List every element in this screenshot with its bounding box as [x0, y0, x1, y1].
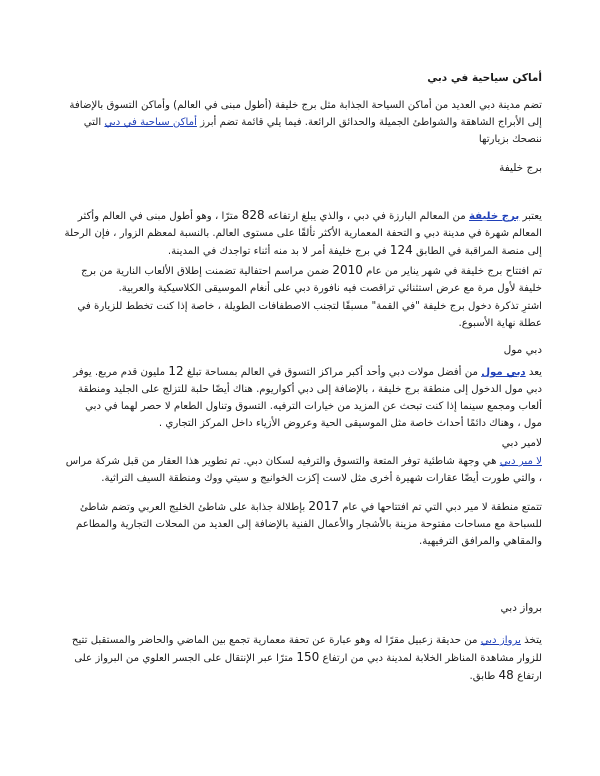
bk-p1-text-3: مترًا ، وهو أطول مبنى في العالم وأكثر المعالم شهرة في مدينة دبي و التحفة المعمارية الأكثر تألقًا على مستوى العالم. بالنسبة لمعظم الزوار ، فإن الرحلة إلى منصة المراقبة في الطابق	[64, 211, 542, 257]
dubai-mall-paragraph	[64, 363, 542, 432]
la-mer-heading: لامير دبي	[501, 437, 542, 449]
intro-text-before: تضم مدينة دبي العديد من أماكن السياحة الجذابة مثل برج خليفة (أطول مبنى في العالم) وأماكن التسوق بالإضافة إلى الأبراج الشاهقة والشواطئ الجميلة والحدائق الرائعة. فيما يلي قائمة تضم أبرز	[69, 100, 542, 128]
page-title: أماكن سياحية في دبي	[427, 72, 542, 84]
dubai-frame-link[interactable]: برواز دبي	[480, 635, 521, 646]
dubai-frame-heading: برواز دبي	[500, 602, 542, 614]
bk-p1-text-4: في برج خليفة أمر لا بد منه أثناء تواجدك في المدينة.	[167, 246, 390, 257]
dm-text-1: يعد	[525, 367, 542, 378]
burj-khalifa-paragraph-3: اشترِ تذكرة دخول برج خليفة "في القمة" مسبقًا لتجنب الاصطفافات الطويلة ، خاصة إذا كنت تخطط للزيارة في عطلة نهاية الأسبوع.	[77, 301, 542, 329]
bk-p1-text-2: من المعالم البارزة في دبي ، والذي يبلغ ارتفاعه	[264, 211, 469, 222]
lm-p2-text-1: تتمتع منطقة لا مير دبي التي تم افتتاحها في عام	[338, 502, 542, 513]
dubai-frame-paragraph	[64, 632, 542, 685]
df-text-4: طابق.	[469, 671, 499, 682]
bk-height-value: 828	[241, 208, 265, 222]
lm-year-value: 2017	[308, 499, 339, 513]
la-mer-link[interactable]: لا مير دبي	[499, 456, 542, 467]
intro-paragraph	[64, 97, 542, 148]
df-text-3: مترًا عبر الإنتقال على الجسر العلوي من البرواز على ارتفاع	[74, 653, 542, 682]
burj-khalifa-link[interactable]: برج خليفة	[469, 211, 520, 222]
la-mer-paragraph-2	[64, 498, 542, 550]
burj-khalifa-heading: برج خليفة	[499, 162, 542, 174]
burj-khalifa-paragraph-2	[64, 262, 542, 297]
dm-text-2: من أفضل مولات دبي وأحد أكبر مراكز التسوق في العالم بمساحة تبلغ	[183, 367, 482, 378]
bk-p2-text-1: تم افتتاح برج خليفة في شهر يناير من عام	[362, 266, 542, 277]
bk-year-value: 2010	[332, 263, 363, 277]
lm-p1-text: هي وجهة شاطئية توفر المتعة والتسوق والترفيه لسكان دبي. تم تطوير هذا العقار من قبل شركة مراس ، والتي طورت أيضًا عقارات شهيرة أخرى مثل لاست إكزت الخوانيج و سيتي ووك ومنطقة السيف التراثية.	[65, 456, 542, 484]
df-text-2: من حديقة زعبيل مقرًا له وهو عبارة عن تحفة معمارية تجمع بين الماضي والحاضر والمستقبل تتيح للزوار مشاهدة المناظر الخلابة لمدينة دبي من ارتفاع	[71, 635, 542, 664]
dm-area-value: 12	[168, 364, 184, 378]
intro-text-after: التي ننصحك بزيارتها	[83, 117, 542, 145]
lm-p2-text-2: بإطلالة جذابة على شاطئ الخليج العربي وتضم شاطئ للسباحة مع مساحات مفتوحة مزينة بالأشجار والأعمال الفنية بالإضافة إلى العديد من المحلات التجارية والمطاعم والمقاهي والمرافق الترفيهية.	[75, 502, 542, 547]
df-text-1: يتخذ	[520, 635, 542, 646]
bk-floor-value: 124	[389, 243, 413, 257]
df-height-value: 150	[296, 650, 320, 664]
bk-p1-text-1: يعتبر	[519, 211, 542, 222]
burj-khalifa-paragraph-1	[64, 207, 542, 260]
dm-text-3: مليون قدم مربع. يوفر دبي مول الدخول إلى منطقة برج خليفة ، بالإضافة إلى دبي أكواريوم. هناك أيضًا حلبة للتزلج على الجليد ومنطقة ألعاب ومجمع سينما إذا كنت تبحث عن المزيد من خيارات الترفيه. التسوق وتناول الطعام لا حصر لهما في دبي مول ، وهناك دائمًا أحداث خاصة مثل الموسيقى الحية وعروض الأزياء داخل المركز التجاري .	[73, 367, 542, 429]
dubai-mall-heading: دبي مول	[503, 344, 542, 356]
df-floors-value: 48	[498, 668, 514, 682]
dubai-mall-link[interactable]: دبي مول	[481, 367, 526, 378]
intro-tourist-places-link[interactable]: أماكن سياحية في دبي	[104, 117, 197, 128]
la-mer-paragraph-1	[64, 453, 542, 487]
bk-p2-text-2: ضمن مراسم احتفالية تضمنت إطلاق الألعاب النارية من برج خليفة لأول مرة مع عرض استثنائي تراقصت فيه نافورة دبي على أنغام الموسيقى الكلاسيكية والعربية.	[81, 266, 542, 294]
